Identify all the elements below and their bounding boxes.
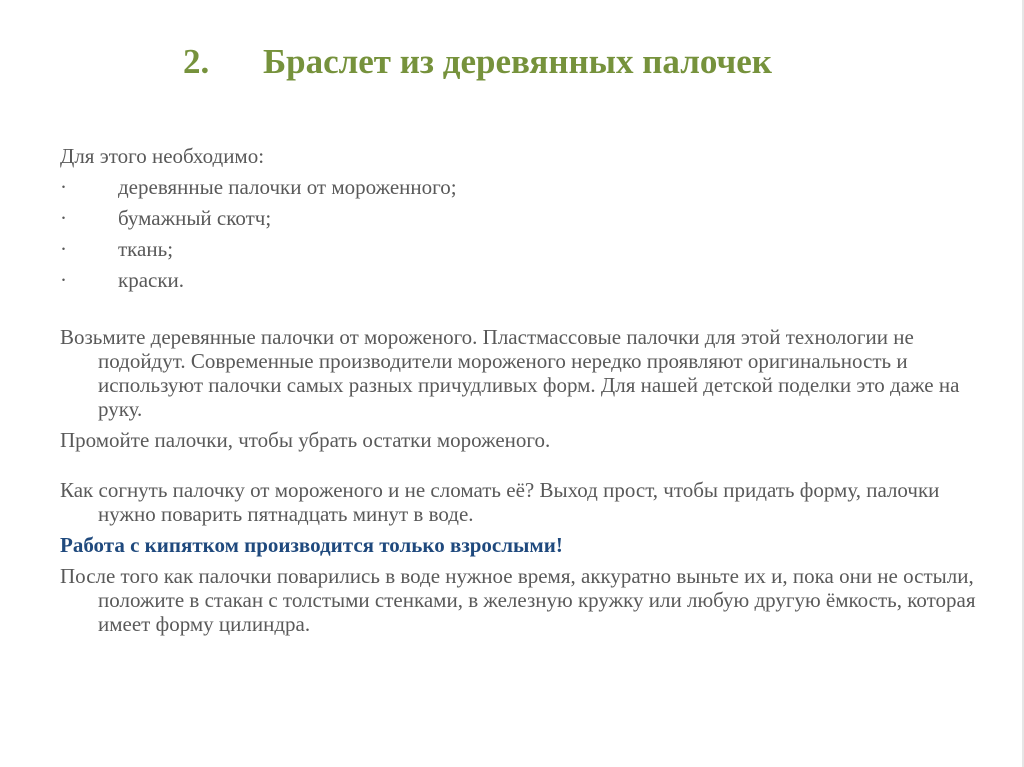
- paragraph-wash: Промойте палочки, чтобы убрать остатки мороженого.: [60, 428, 551, 452]
- paragraph-shape: После того как палочки поварились в воде нужное время, аккуратно выньте их и, пока они не остыли, положите в стакан с толстыми стенками, в железную кружку или любую другую ёмкость, которая имеет форму цилиндра.: [60, 564, 976, 636]
- bullet: ·: [60, 237, 67, 261]
- slide-body: [60, 144, 980, 636]
- list-item: [60, 237, 980, 261]
- materials-intro: Для этого необходимо:: [60, 144, 265, 168]
- list-item-text: ткань;: [118, 237, 174, 261]
- paragraph-bend: Как согнуть палочку от мороженого и не сломать её? Выход прост, чтобы придать форму, палочки нужно поварить пятнадцать минут в воде.: [60, 478, 940, 526]
- bullet: ·: [60, 206, 67, 230]
- list-item-text: бумажный скотч;: [118, 206, 272, 230]
- list-item-text: краски.: [118, 268, 185, 292]
- bullet: ·: [60, 175, 67, 199]
- title-number: 2.: [183, 42, 210, 81]
- bullet: ·: [60, 268, 67, 292]
- list-item: [60, 175, 980, 199]
- slide-title: [183, 40, 772, 84]
- list-item: [60, 268, 980, 292]
- list-item-text: деревянные палочки от мороженного;: [118, 175, 457, 199]
- list-item: [60, 206, 980, 230]
- title-text: Браслет из деревянных палочек: [263, 42, 772, 81]
- warning-text: Работа с кипятком производится только взрослыми!: [60, 533, 563, 557]
- paragraph-sticks: Возьмите деревянные палочки от мороженого. Пластмассовые палочки для этой технологии не подойдут. Современные производители мороженого нередко проявляют оригинальность и используют палочки самых разных причудливых форм. Для нашей детской поделки это даже на руку.: [60, 325, 960, 421]
